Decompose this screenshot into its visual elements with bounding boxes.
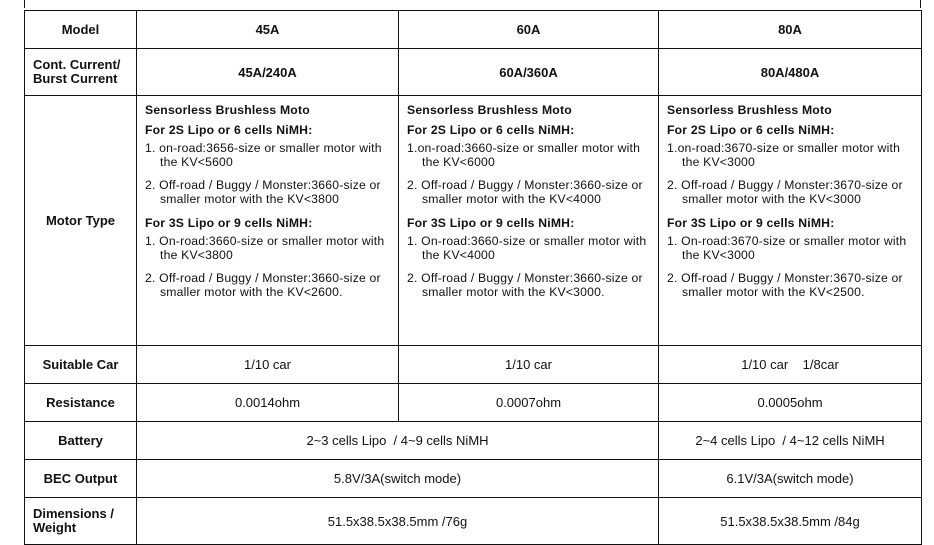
- motor-80a-2s-item-1: 1.on-road:3670-size or smaller motor with the KV<3000: [667, 141, 901, 169]
- resistance-80a: 0.0005ohm: [659, 384, 922, 422]
- motor-80a: [659, 96, 922, 346]
- motor-60a-2s-item-1: 1.on-road:3660-size or smaller motor with the KV<6000: [407, 141, 641, 169]
- dimensions-80a: 51.5x38.5x38.5mm /84g: [659, 498, 922, 545]
- header-45a: 45A: [137, 11, 399, 49]
- motor-45a-2s-heading: For 2S Lipo or 6 cells NiMH:: [145, 122, 313, 137]
- battery-label: Battery: [25, 422, 137, 460]
- resistance-row: [25, 384, 922, 422]
- car-60a: 1/10 car: [399, 346, 659, 384]
- motor-45a-3s-item-1: 1. On-road:3660-size or smaller motor with the KV<3800: [145, 234, 385, 262]
- battery-80a: 2~4 cells Lipo / 4~12 cells NiMH: [659, 422, 922, 460]
- motor-60a-2s-heading: For 2S Lipo or 6 cells NiMH:: [407, 122, 575, 137]
- motor-60a: [399, 96, 659, 346]
- motor-45a: [137, 96, 399, 346]
- motor-80a-3s-item-2: 2. Off-road / Buggy / Monster:3670-size or smaller motor with the KV<2500.: [667, 271, 903, 299]
- header-60a: 60A: [399, 11, 659, 49]
- bec-45a-60a: 5.8V/3A(switch mode): [137, 460, 659, 498]
- motor-80a-3s-heading: For 3S Lipo or 9 cells NiMH:: [667, 215, 835, 230]
- motor-45a-3s-heading: For 3S Lipo or 9 cells NiMH:: [145, 215, 313, 230]
- table-top-edge: [24, 0, 921, 8]
- motor-45a-2s-item-2: 2. Off-road / Buggy / Monster:3660-size or smaller motor with the KV<3800: [145, 178, 381, 206]
- car-80a: 1/10 car 1/8car: [659, 346, 922, 384]
- motor-80a-2s-item-2: 2. Off-road / Buggy / Monster:3670-size or smaller motor with the KV<3000: [667, 178, 903, 206]
- motor-80a-title: Sensorless Brushless Moto: [667, 103, 832, 117]
- bec-80a: 6.1V/3A(switch mode): [659, 460, 922, 498]
- battery-row: [25, 422, 922, 460]
- motor-60a-3s-heading: For 3S Lipo or 9 cells NiMH:: [407, 215, 575, 230]
- header-model: Model: [25, 11, 137, 49]
- dimensions-row: [25, 498, 922, 545]
- current-80a: 80A/480A: [659, 49, 922, 96]
- motor-label: Motor Type: [25, 96, 137, 346]
- motor-80a-3s-item-1: 1. On-road:3670-size or smaller motor with the KV<3000: [667, 234, 907, 262]
- esc-spec-table: [24, 10, 922, 545]
- motor-row: [25, 96, 922, 346]
- car-45a: 1/10 car: [137, 346, 399, 384]
- current-label: Cont. Current/ Burst Current: [25, 49, 137, 96]
- resistance-45a: 0.0014ohm: [137, 384, 399, 422]
- bec-row: [25, 460, 922, 498]
- current-60a: 60A/360A: [399, 49, 659, 96]
- current-45a: 45A/240A: [137, 49, 399, 96]
- bec-label: BEC Output: [25, 460, 137, 498]
- car-row: [25, 346, 922, 384]
- header-row: [25, 11, 922, 49]
- motor-60a-3s-item-1: 1. On-road:3660-size or smaller motor with the KV<4000: [407, 234, 647, 262]
- motor-60a-3s-item-2: 2. Off-road / Buggy / Monster:3660-size or smaller motor with the KV<3000.: [407, 271, 643, 299]
- header-80a: 80A: [659, 11, 922, 49]
- motor-60a-title: Sensorless Brushless Moto: [407, 103, 572, 117]
- dimensions-45a-60a: 51.5x38.5x38.5mm /76g: [137, 498, 659, 545]
- motor-45a-title: Sensorless Brushless Moto: [145, 103, 310, 117]
- resistance-label: Resistance: [25, 384, 137, 422]
- dimensions-label: Dimensions / Weight: [25, 498, 137, 545]
- motor-80a-2s-heading: For 2S Lipo or 6 cells NiMH:: [667, 122, 835, 137]
- resistance-60a: 0.0007ohm: [399, 384, 659, 422]
- current-row: [25, 49, 922, 96]
- battery-45a-60a: 2~3 cells Lipo / 4~9 cells NiMH: [137, 422, 659, 460]
- motor-45a-2s-item-1: 1. on-road:3656-size or smaller motor with the KV<5600: [145, 141, 382, 169]
- car-label: Suitable Car: [25, 346, 137, 384]
- motor-45a-3s-item-2: 2. Off-road / Buggy / Monster:3660-size or smaller motor with the KV<2600.: [145, 271, 381, 299]
- motor-60a-2s-item-2: 2. Off-road / Buggy / Monster:3660-size or smaller motor with the KV<4000: [407, 178, 643, 206]
